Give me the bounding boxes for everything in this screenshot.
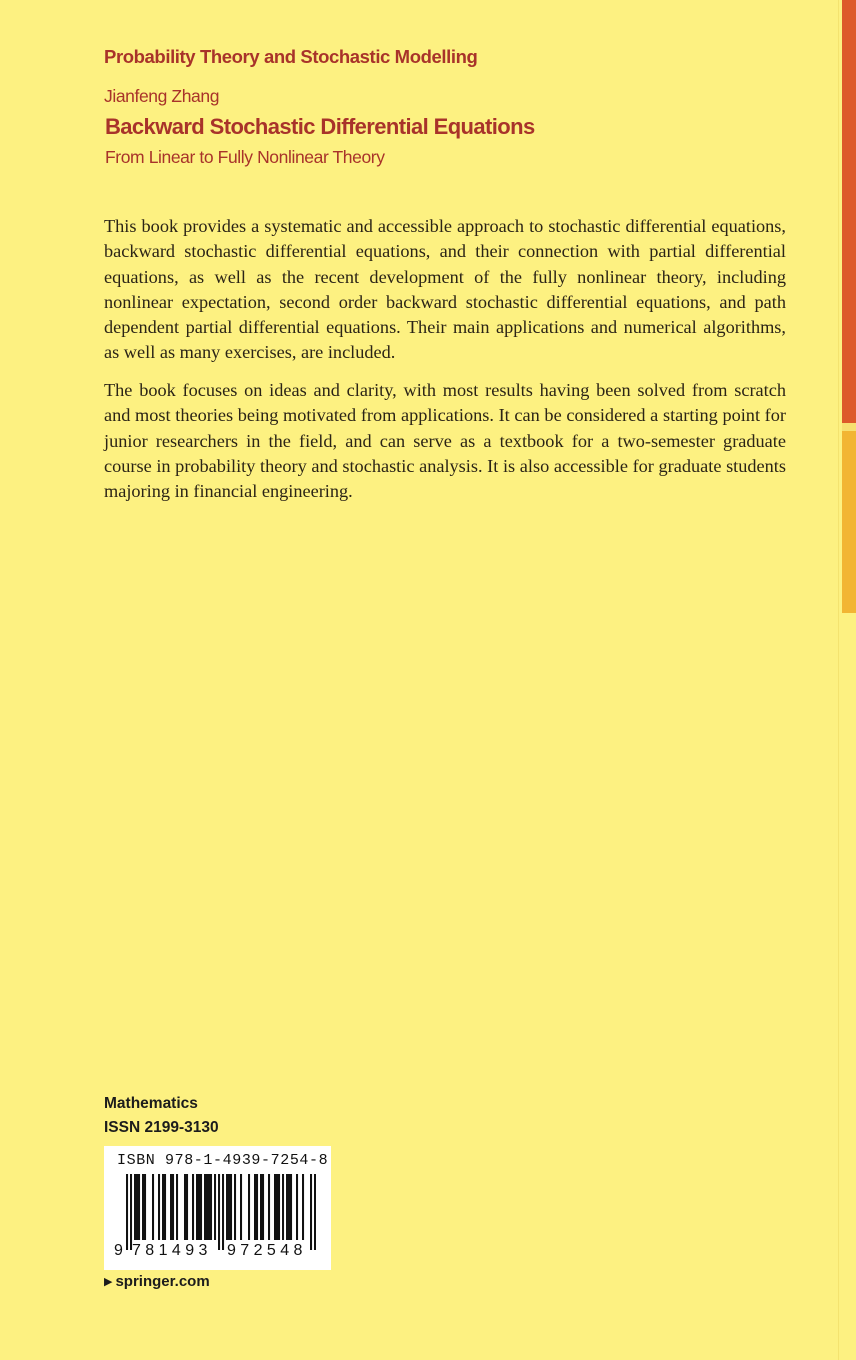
barcode-bar: [200, 1174, 202, 1240]
barcode-bar: [254, 1174, 256, 1240]
barcode-bar: [214, 1174, 216, 1240]
barcode-bar: [256, 1174, 258, 1240]
barcode-bar: [234, 1174, 236, 1240]
series-title: Probability Theory and Stochastic Modelling: [104, 46, 478, 67]
barcode-bar: [184, 1174, 186, 1240]
barcode-bar: [286, 1174, 288, 1240]
barcode-bar: [208, 1174, 210, 1240]
barcode-bar: [134, 1174, 136, 1240]
barcode-bar: [222, 1174, 224, 1250]
barcode-bar: [204, 1174, 206, 1240]
barcode-bar: [268, 1174, 270, 1240]
book-title: Backward Stochastic Differential Equations: [105, 114, 535, 139]
barcode-bar: [192, 1174, 194, 1240]
barcode-bar: [310, 1174, 312, 1250]
barcode-bar: [162, 1174, 164, 1240]
barcode-bar: [210, 1174, 212, 1240]
barcode-bar: [206, 1174, 208, 1240]
barcode-bar: [218, 1174, 220, 1250]
barcode-bar: [142, 1174, 144, 1240]
barcode-bar: [296, 1174, 298, 1240]
barcode-bar: [276, 1174, 278, 1240]
barcode-bar: [170, 1174, 172, 1240]
barcode-bar: [260, 1174, 262, 1240]
barcode-bar: [198, 1174, 200, 1240]
barcode-panel: [104, 1146, 331, 1270]
book-subtitle: From Linear to Fully Nonlinear Theory: [105, 147, 385, 167]
barcode-bar: [158, 1174, 160, 1240]
barcode-bar: [172, 1174, 174, 1240]
spine-edge: [838, 0, 839, 1360]
barcode-bar: [278, 1174, 280, 1240]
author-name: Jianfeng Zhang: [104, 86, 220, 106]
issn-number: ISSN 2199-3130: [104, 1119, 219, 1136]
barcode-bar: [240, 1174, 242, 1240]
barcode-bar: [136, 1174, 138, 1240]
description-paragraph-2: The book focuses on ideas and clarity, with most results having been solved from scratch and most theories being motivated from applications. It can be considered a starting point for junior researchers in the field, and can serve as a textbook for a two-semester graduate course in probability theory and stochastic analysis. It is also accessible for graduate students majoring in financial engineering.: [104, 380, 786, 502]
description-paragraph-1: This book provides a systematic and accessible approach to stochastic differential equations, backward stochastic differential equations, and their connection with partial differential equations, as well as the recent development of the fully nonlinear theory, including nonlinear expectation, second order backward stochastic differential equations, and path dependent partial differential equations. Their main applications and numerical algorithms, as well as many exercises, are included.: [104, 216, 786, 363]
barcode-bar: [302, 1174, 304, 1240]
barcode-image: [126, 1174, 316, 1250]
barcode-bar: [226, 1174, 228, 1240]
spine-color-bar-orange: [842, 0, 856, 423]
barcode-bar: [164, 1174, 166, 1240]
barcode-bar: [196, 1174, 198, 1240]
spine-color-separator: [842, 423, 856, 431]
barcode-bar: [176, 1174, 178, 1240]
spine-color-bar-gold: [842, 431, 856, 613]
barcode-bar: [230, 1174, 232, 1240]
triangle-right-icon: ▶: [104, 1276, 113, 1288]
barcode-digits-left: 781493: [132, 1242, 212, 1259]
barcode-bar: [288, 1174, 290, 1240]
barcode-bar: [126, 1174, 128, 1250]
barcode-bar: [290, 1174, 292, 1240]
barcode-bar: [152, 1174, 154, 1240]
barcode-bar: [228, 1174, 230, 1240]
subject-category: Mathematics: [104, 1095, 198, 1112]
barcode-bar: [130, 1174, 132, 1250]
website-label: springer.com: [115, 1273, 210, 1290]
barcode-bar: [144, 1174, 146, 1240]
barcode-bar: [186, 1174, 188, 1240]
barcode-bar: [314, 1174, 316, 1250]
barcode-digit-first: 9: [114, 1242, 128, 1259]
barcode-bar: [262, 1174, 264, 1240]
barcode-bar: [282, 1174, 284, 1240]
barcode-bar: [138, 1174, 140, 1240]
barcode-bar: [274, 1174, 276, 1240]
barcode-digits-right: 972548: [227, 1242, 307, 1259]
publisher-website[interactable]: [104, 1273, 210, 1290]
isbn-label: ISBN 978-1-4939-7254-8: [117, 1152, 329, 1169]
barcode-bar: [248, 1174, 250, 1240]
